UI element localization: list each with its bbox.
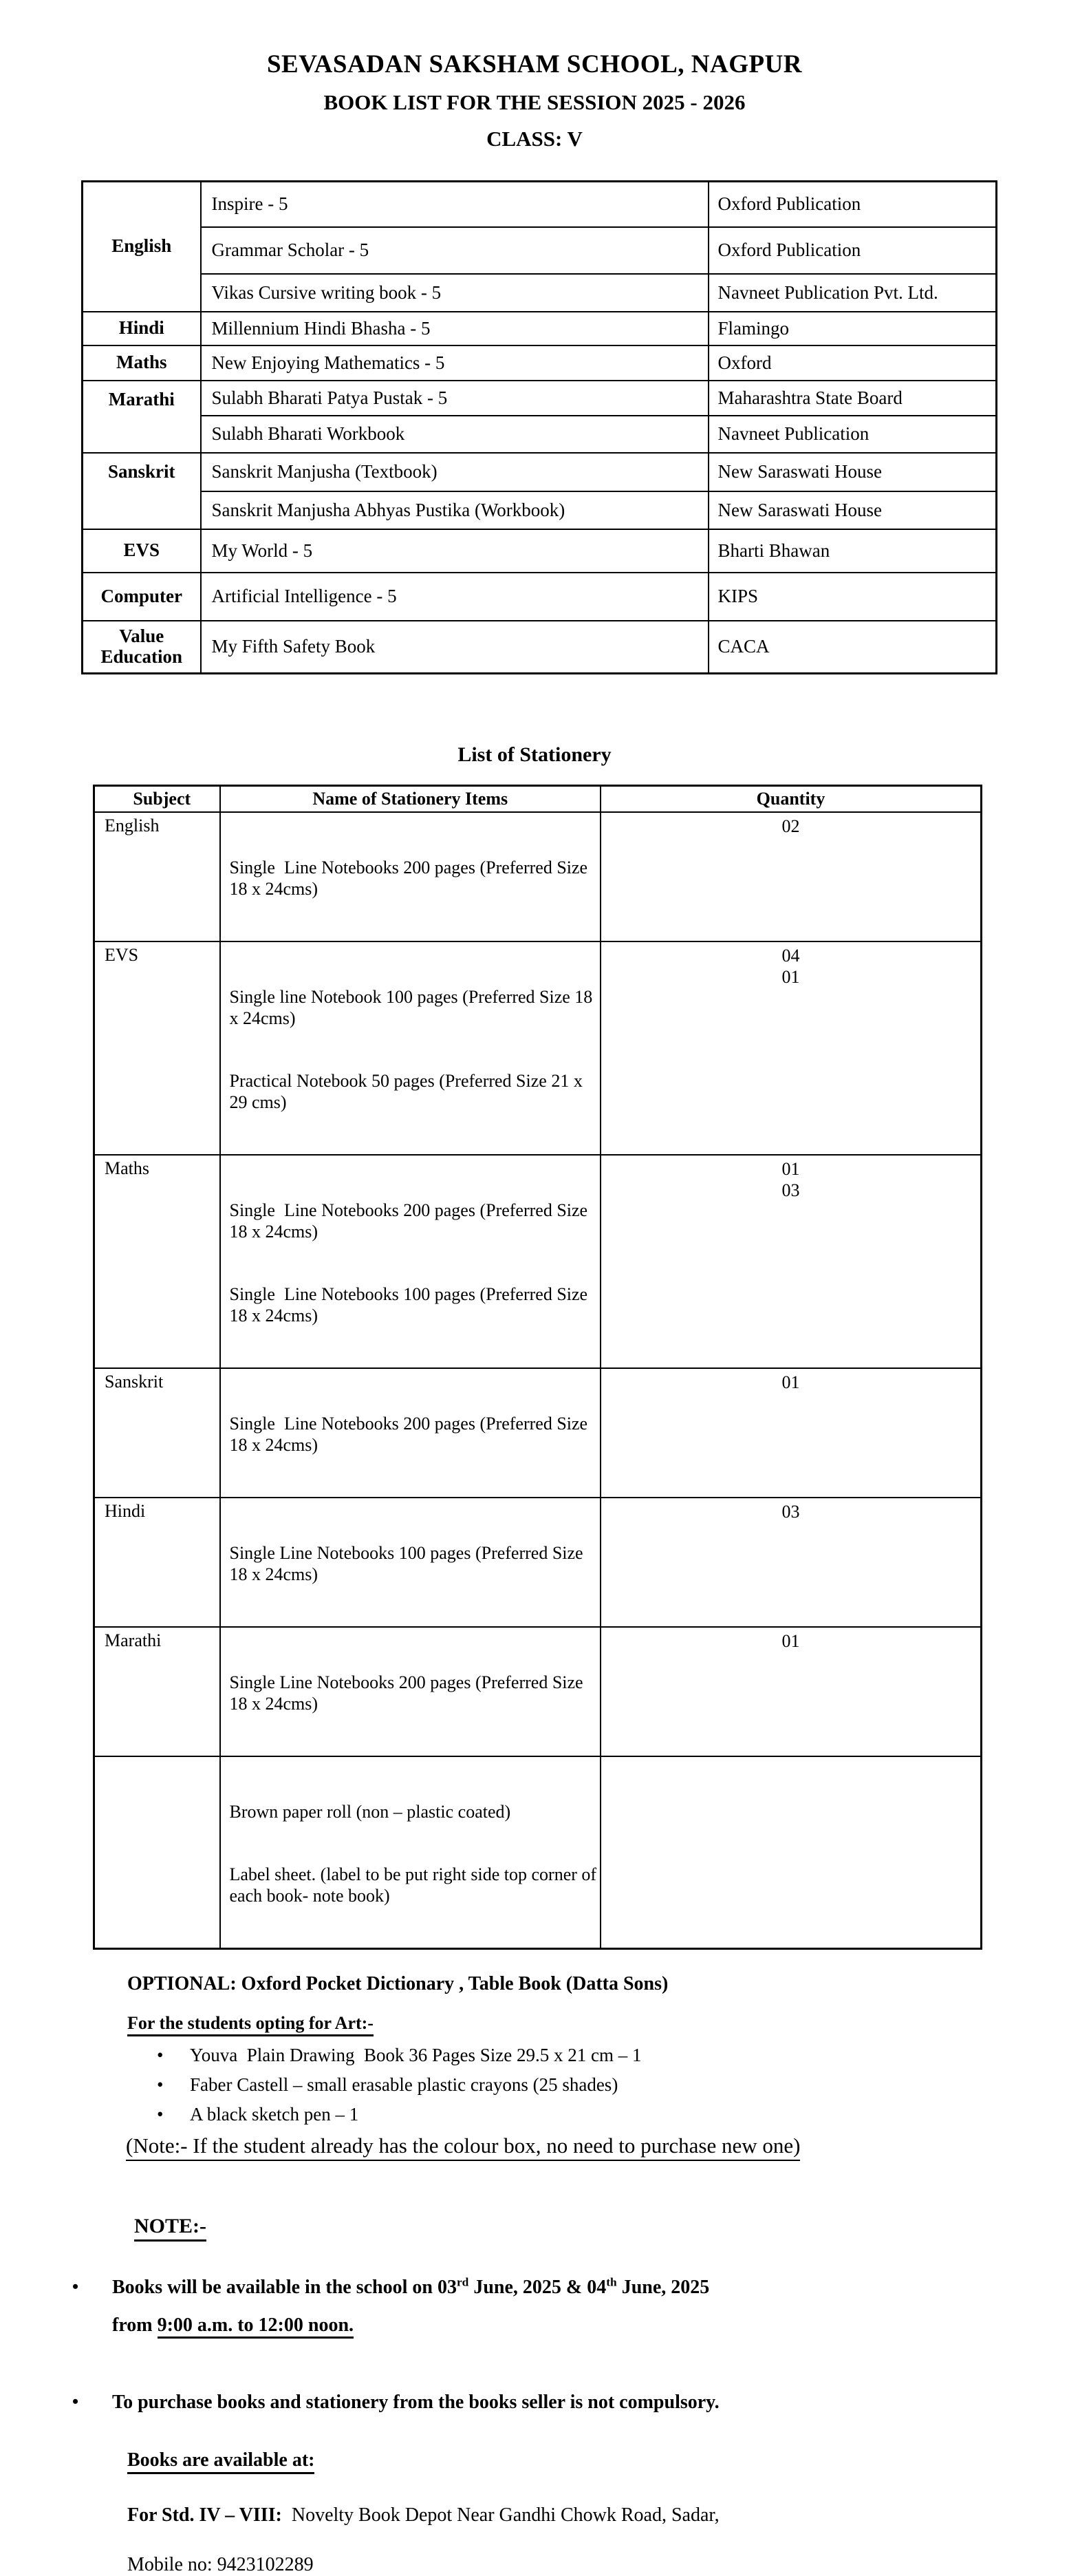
table-header-row: [94, 786, 982, 812]
bullet-icon: •: [72, 2391, 79, 2412]
colour-box-note: (Note:- If the student already has the colour box, no need to purchase new one): [126, 2133, 800, 2161]
table-row: [94, 1155, 982, 1368]
class-title: CLASS: V: [486, 127, 583, 151]
book-name-cell: Sulabh Bharati Workbook: [201, 416, 709, 453]
subject-cell: Maths: [94, 1155, 220, 1368]
note-text: from: [112, 2314, 158, 2337]
publisher-cell: Maharashtra State Board: [709, 381, 997, 416]
item-line: Practical Notebook 50 pages (Preferred Size 21 x 29 cms): [229, 1070, 587, 1112]
list-item: [157, 2070, 1069, 2100]
table-row: [83, 227, 997, 274]
subject-cell: Hindi: [94, 1498, 220, 1627]
table-row: [83, 345, 997, 381]
column-header-items: Name of Stationery Items: [220, 786, 601, 812]
table-row: [94, 941, 982, 1155]
item-line: Single Line Notebooks 200 pages (Preferred Size 18 x 24cms): [229, 1200, 592, 1242]
publisher-cell: Bharti Bhawan: [709, 529, 997, 573]
note-line-1: [112, 2276, 1069, 2299]
publisher-cell: New Saraswati House: [709, 453, 997, 491]
item-cell: [220, 812, 601, 941]
item-cell: [220, 1155, 601, 1368]
optional-line: OPTIONAL: Oxford Pocket Dictionary , Table Book (Datta Sons): [127, 1972, 669, 1994]
note-bullet-compulsory: [0, 2391, 1069, 2414]
subject-cell: EVS: [83, 529, 201, 573]
book-name-cell: New Enjoying Mathematics - 5: [201, 345, 709, 381]
seller-line: [127, 2504, 1069, 2526]
book-name-cell: Sanskrit Manjusha Abhyas Pustika (Workbook): [201, 491, 709, 529]
subject-cell: Sanskrit: [94, 1368, 220, 1498]
bullet-icon: •: [72, 2276, 79, 2297]
book-name-cell: Artificial Intelligence - 5: [201, 573, 709, 621]
quantity-cell: [601, 1368, 982, 1498]
book-name-cell: Millennium Hindi Bhasha - 5: [201, 312, 709, 345]
art-item-text: A black sketch pen – 1: [190, 2103, 359, 2125]
quantity-cell: [601, 1155, 982, 1368]
item-line: Single Line Notebooks 200 pages (Preferred Size 18 x 24cms): [229, 1413, 592, 1455]
session-title: BOOK LIST FOR THE SESSION 2025 - 2026: [323, 90, 746, 114]
subject-cell: Marathi: [94, 1627, 220, 1756]
table-row: [83, 274, 997, 312]
mobile-line: Mobile no: 9423102289: [127, 2554, 314, 2576]
subject-cell: Computer: [83, 573, 201, 621]
table-row: [83, 381, 997, 416]
note-heading: NOTE:-: [134, 2215, 206, 2242]
availability-heading: Books are available at:: [127, 2449, 314, 2474]
quantity-line: 03: [781, 1501, 800, 1522]
table-row: [83, 491, 997, 529]
note-text: June, 2025: [616, 2276, 710, 2298]
table-row: [83, 621, 997, 674]
table-row: [83, 182, 997, 227]
item-cell: [220, 1498, 601, 1627]
publisher-cell: Oxford Publication: [709, 227, 997, 274]
publisher-cell: New Saraswati House: [709, 491, 997, 529]
subject-cell: Hindi: [83, 312, 201, 345]
quantity-cell: [601, 812, 982, 941]
note-text: To purchase books and stationery from the books seller is not compulsory.: [112, 2391, 720, 2413]
quantity-line: 01: [781, 1158, 800, 1179]
book-name-cell: My Fifth Safety Book: [201, 621, 709, 674]
std-range-label: For Std. IV – VIII:: [127, 2504, 282, 2526]
publisher-cell: Oxford Publication: [709, 182, 997, 227]
note-line-2: [112, 2314, 1069, 2337]
note-bullet-availability: [0, 2276, 1069, 2337]
quantity-line: 03: [781, 1180, 800, 1200]
list-item: [157, 2041, 1069, 2070]
note-text: June, 2025 & 04: [468, 2276, 607, 2298]
book-name-cell: Sanskrit Manjusha (Textbook): [201, 453, 709, 491]
table-row: [83, 416, 997, 453]
art-item-text: Youva Plain Drawing Book 36 Pages Size 29.5 x 21 cm – 1: [190, 2044, 642, 2065]
table-row: [94, 812, 982, 941]
column-header-subject: Subject: [94, 786, 220, 812]
column-header-quantity: Quantity: [601, 786, 982, 812]
item-line: Single Line Notebooks 100 pages (Preferred Size 18 x 24cms): [229, 1284, 592, 1326]
art-item-text: Faber Castell – small erasable plastic crayons (25 shades): [190, 2074, 618, 2095]
quantity-line: 04: [781, 945, 800, 966]
subject-cell: Sanskrit: [83, 453, 201, 529]
table-row: [94, 1627, 982, 1756]
subject-cell: EVS: [94, 941, 220, 1155]
table-row: [83, 573, 997, 621]
table-row: [94, 1756, 982, 1949]
item-cell: [220, 1368, 601, 1498]
book-name-cell: Inspire - 5: [201, 182, 709, 227]
book-name-cell: My World - 5: [201, 529, 709, 573]
quantity-line: 01: [781, 1372, 800, 1392]
publisher-cell: Flamingo: [709, 312, 997, 345]
item-line: Single Line Notebooks 200 pages (Preferred Size 18 x 24cms): [229, 1672, 588, 1714]
item-line: Label sheet. (label to be put right side top corner of each book- note book): [229, 1864, 601, 1906]
bullet-icon: •: [157, 2074, 164, 2095]
publisher-cell: Navneet Publication: [709, 416, 997, 453]
item-line: Single Line Notebooks 100 pages (Preferred Size 18 x 24cms): [229, 1542, 588, 1584]
table-row: [83, 529, 997, 573]
quantity-cell: [601, 941, 982, 1155]
quantity-line: 02: [781, 816, 800, 836]
seller-address: Novelty Book Depot Near Gandhi Chowk Road, Sadar,: [281, 2504, 720, 2526]
item-line: Brown paper roll (non – plastic coated): [229, 1801, 511, 1822]
publisher-cell: Navneet Publication Pvt. Ltd.: [709, 274, 997, 312]
publisher-cell: Oxford: [709, 345, 997, 381]
table-row: [94, 1498, 982, 1627]
item-line: Single line Notebook 100 pages (Preferred Size 18 x 24cms): [229, 986, 597, 1028]
table-row: [94, 1368, 982, 1498]
ordinal-superscript: th: [606, 2275, 617, 2289]
subject-cell: Maths: [83, 345, 201, 381]
table-row: [83, 453, 997, 491]
subject-cell: Value Education: [83, 621, 201, 674]
book-name-cell: Vikas Cursive writing book - 5: [201, 274, 709, 312]
list-item: [157, 2100, 1069, 2129]
book-name-cell: Grammar Scholar - 5: [201, 227, 709, 274]
subject-cell: [94, 1756, 220, 1949]
school-name: SEVASADAN SAKSHAM SCHOOL, NAGPUR: [266, 50, 803, 78]
document-header: [0, 0, 1069, 151]
quantity-line: 01: [781, 966, 800, 987]
quantity-line: 01: [781, 1630, 800, 1651]
quantity-cell: [601, 1627, 982, 1756]
quantity-cell: [601, 1756, 982, 1949]
stationery-title: List of Stationery: [457, 743, 612, 766]
book-list-table: [81, 180, 997, 674]
ordinal-superscript: rd: [456, 2275, 469, 2289]
note-text: Books will be available in the school on 03: [112, 2276, 457, 2298]
publisher-cell: KIPS: [709, 573, 997, 621]
timing-underlined: 9:00 a.m. to 12:00 noon.: [158, 2314, 354, 2339]
item-cell: [220, 1756, 601, 1949]
art-section-heading: For the students opting for Art:-: [127, 2013, 374, 2036]
table-row: [83, 312, 997, 345]
item-cell: [220, 1627, 601, 1756]
art-list: [0, 2041, 1069, 2129]
item-cell: [220, 941, 601, 1155]
subject-cell: English: [94, 812, 220, 941]
subject-cell: English: [83, 182, 201, 312]
bullet-icon: •: [157, 2103, 164, 2125]
book-name-cell: Sulabh Bharati Patya Pustak - 5: [201, 381, 709, 416]
bullet-icon: •: [157, 2044, 164, 2065]
subject-cell: Marathi: [83, 381, 201, 453]
item-line: Single Line Notebooks 200 pages (Preferred Size 18 x 24cms): [229, 857, 592, 899]
stationery-table: [93, 785, 982, 1950]
publisher-cell: CACA: [709, 621, 997, 674]
quantity-cell: [601, 1498, 982, 1627]
